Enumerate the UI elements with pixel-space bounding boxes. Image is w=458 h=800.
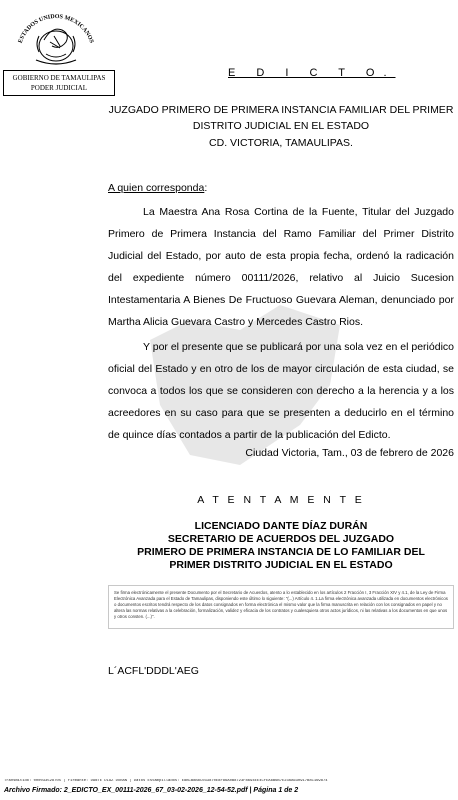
signer-role-3: PRIMER DISTRITO JUDICIAL EN EL ESTADO <box>169 559 393 571</box>
signer-role-1: SECRETARIO DE ACUERDOS DEL JUZGADO <box>167 533 395 545</box>
document-title: E D I C T O. <box>228 67 396 79</box>
national-seal-icon <box>6 2 106 68</box>
government-box <box>3 70 115 96</box>
greeting-suffix: : <box>204 182 208 194</box>
court-line-1: JUZGADO PRIMERO DE PRIMERA INSTANCIA FAMILIAR DEL PRIMER <box>108 104 454 116</box>
document-date: Ciudad Victoria, Tam., 03 de febrero de 2026 <box>245 447 454 459</box>
gov-line-1: GOBIERNO DE TAMAULIPAS <box>12 74 106 82</box>
signer-name: LICENCIADO DANTE DÍAZ DURÁN <box>194 520 368 532</box>
seal-text: ESTADOS UNIDOS MEXICANOS <box>17 13 95 45</box>
greeting <box>108 182 207 194</box>
signer-role-2: PRIMERO DE PRIMERA INSTANCIA DE LO FAMILIAR DEL <box>137 546 425 558</box>
archive-footer: Archivo Firmado: 2_EDICTO_EX_00111-2026_67_03-02-2026_12-54-52.pdf | Página 1 de 2 <box>4 787 299 794</box>
paragraph-2: Y por el presente que se publicará por una sola vez en el periódico oficial del Estado y en otro de los de mayor circulación de esta ciudad, se convoca a todos los que se consideren con derecho a la herencia y a los acreedores en su caso para que se presenten a deducirlo en el término de quince días contados a partir de la publicación del Edicto. <box>108 341 454 441</box>
initials: L´ACFL'DDDL'AEG <box>108 665 199 677</box>
paragraph-1: La Maestra Ana Rosa Cortina de la Fuente, Titular del Juzgado Primero de Primera Instancia del Ramo Familiar del Primer Distrito Judicial del Estado, por auto de esta propia fecha, ordenó la radicación del expediente número 00111/2026, relativo al Juicio Sucesion Intestamentaria A Bienes De Fructuoso Guevara Aleman, denunciado por Martha Alicia Guevara Castro y Mercedes Castro Rios. <box>108 206 454 328</box>
court-line-3: CD. VICTORIA, TAMAULIPAS. <box>209 137 353 149</box>
greeting-text: A quien corresponda <box>108 182 205 194</box>
gov-line-2: PODER JUDICIAL <box>30 84 88 92</box>
transmission-stamp: Transmitido: 00003352870S | Firmante: DANTE DÍAZ DURÁN | Datos Estampillados: E8BCB8B8C033870E8F86A0B8723F8694EE4CFEA6B6B7E236A630917B8C169874 <box>4 779 328 783</box>
closing: A T E N T A M E N T E <box>197 494 365 506</box>
electronic-signature-notice: Se firma electrónicamente el presente Documento por el Secretario de Acuerdos, atento a lo establecido en los artículos 2 Fracción I, 3 Fracción XIV y 4.1, de la Ley de Firma Electrónica Avanzada para el Estado de Tamaulipas, disponiendo este último lo siguiente: "(...) Artículo 4. 1.La firma electrónica avanzada utilizada en documentos electrónicos o documentos escritos tendrá respecto de los datos consignados en forma electrónica el mismo valor que la firma manuscrita en relación con los consignados en papel y no altera las normas relativas a la celebración, formalización, validez y eficacia de los contratos y cualesquiera otros actos jurídicos, ni las relativas a los documentos en que unos y otros consten. (...)". <box>108 585 454 629</box>
court-line-2: DISTRITO JUDICIAL EN EL ESTADO <box>192 120 370 132</box>
